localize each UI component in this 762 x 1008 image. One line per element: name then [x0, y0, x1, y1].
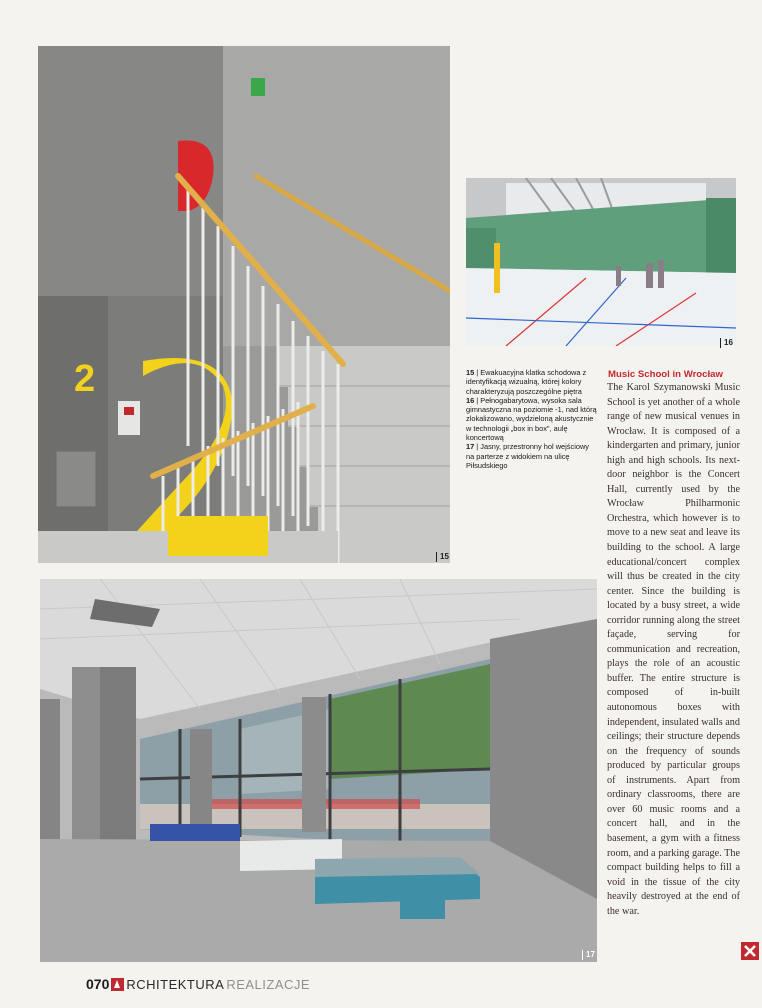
- floor-number: 2: [74, 358, 96, 400]
- magazine-name: RCHITEKTURA: [126, 976, 225, 992]
- magazine-logo-icon: [111, 978, 124, 991]
- photo-number-17: 17: [582, 950, 595, 960]
- caption-17: 17 | Jasny, przestronny hol wejściowy na parterze z widokiem na ulicę Piłsudskiego: [466, 442, 589, 470]
- end-mark-icon: [741, 942, 759, 960]
- page-folio: [86, 973, 310, 995]
- article-body: The Karol Szymanowski Music School is yet another of a whole range of new musical venues in Wrocław. It is composed of a kindergarten and primary, junior high and high schools. Its next-door neighbor is the Concert Hall, currently used by the Wrocław Philharmonic Orchestra, which however is to move to a new seat and leave its building to the school. A large educational/concert complex will thus be created in the city center. Since the building is located by a busy street, a wide corridor running along the street façade, serving for communication and recreation, plays the role of an acoustic buffer. The entire structure is composed of in-built autonomous boxes with independent, insulated walls and ceilings; their structure depends on the frequency of sounds produced by particular groups of instruments. Apart from ordinary classrooms, there are over 60 music rooms and a concert hall, and in the basement, a gym with a fitness room, and a parking garage. The compact building helps to fill a void in the tissue of the city heavily destroyed at the end of the war.: [607, 382, 740, 917]
- gym-photo: [466, 178, 736, 346]
- section-name: REALIZACJE: [226, 976, 311, 992]
- photo-number-15: 15: [436, 552, 449, 562]
- caption-16: 16 | Pełnogabarytowa, wysoka sala gimnastyczna na poziomie -1, nad którą zlokalizowano, wydzieloną akustycznie w technologii „box in box", aulę koncertową: [466, 395, 597, 443]
- photo-captions: [466, 368, 598, 470]
- page-number: 070: [86, 976, 110, 992]
- photo-number-16: 16: [720, 338, 733, 348]
- staircase-photo: [38, 46, 450, 563]
- article-title: Music School in Wrocław: [608, 369, 723, 380]
- entrance-hall-photo: [40, 579, 597, 962]
- caption-15: 15 | Ewakuacyjna klatka schodowa z identyfikacją wizualną, której kolory charakteryzują poszczególne piętra: [466, 368, 587, 396]
